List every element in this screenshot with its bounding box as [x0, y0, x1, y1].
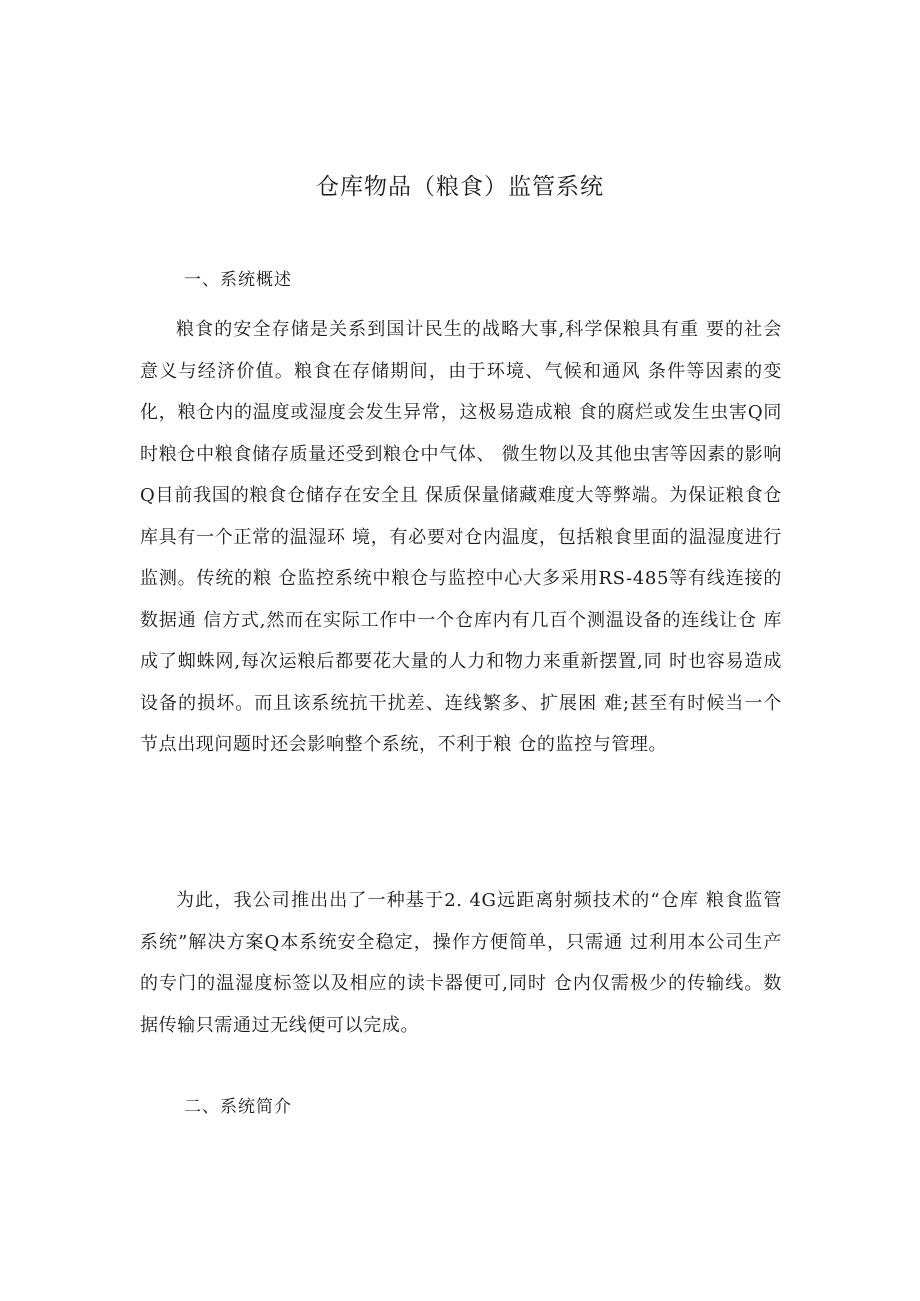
paragraph-overview: 粮食的安全存储是关系到国计民生的战略大事,科学保粮具有重 要的社会意义与经济价值。粮食在存储期间，由于环境、气候和通风 条件等因素的变化，粮仓内的温度或湿度会发生异常，这极易造成粮 食的腐烂或发生虫害Q同时粮仓中粮食储存质量还受到粮仓中气体、 微生物以及其他虫害等因素的影响Q目前我国的粮食仓储存在安全且 保质保量储藏难度大等弊端。为保证粮食仓库具有一个正常的温湿环 境，有必要对仓内温度，包括粮食里面的温湿度进行监测。传统的粮 仓监控系统中粮仓与监控中心大多采用RS-485等有线连接的数据通 信方式,然而在实际工作中一个仓库内有几百个测温设备的连线让仓 库成了蜘蛛网,每次运粮后都要花大量的人力和物力来重新摆置,同 时也容易造成设备的损坏。而且该系统抗干扰差、连线繁多、扩展困 难;甚至有时候当一个节点出现问题时还会影响整个系统，不利于粮 仓的监控与管理。	[140, 319, 782, 755]
section-heading-overview: 一、系统概述	[184, 270, 292, 290]
paragraph-solution: 为此，我公司推出出了一种基于2. 4G远距离射频技术的“仓库 粮食监管系统”解决方案Q本系统安全稳定，操作方便简单，只需通 过利用本公司生产的专门的温湿度标签以及相应的读卡器便可,同时 仓内仅需极少的传输线。数据传输只需通过无线便可以完成。	[140, 890, 782, 1036]
section-heading-introduction: 二、系统简介	[184, 1097, 292, 1117]
document-title: 仓库物品（粮食）监管系统	[316, 174, 604, 200]
